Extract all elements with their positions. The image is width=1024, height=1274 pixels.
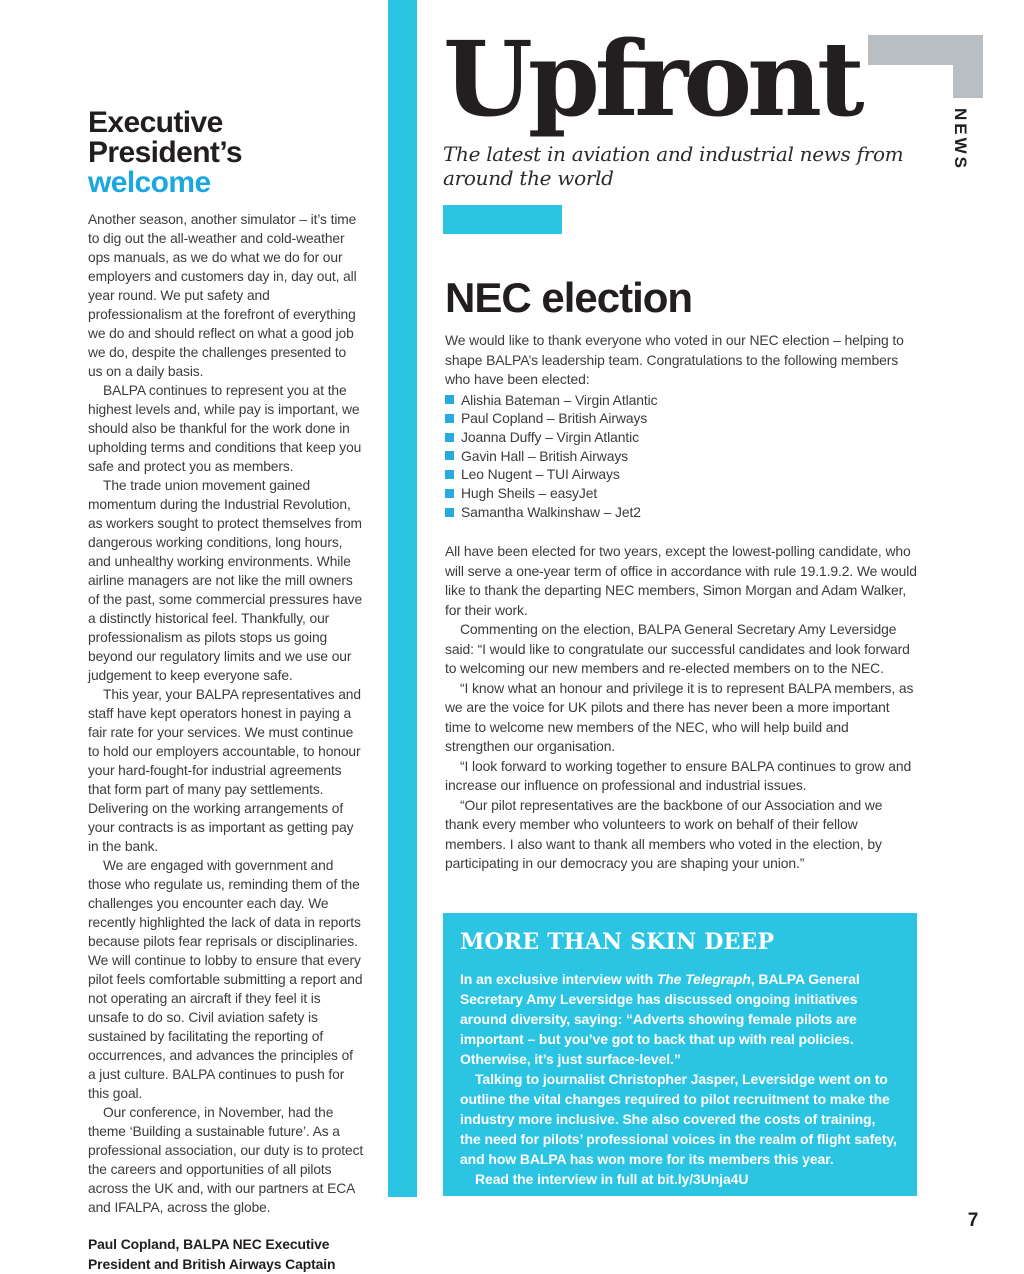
square-bullet-icon bbox=[445, 433, 454, 442]
list-item bbox=[445, 391, 917, 410]
welcome-heading-line1: Executive bbox=[88, 106, 223, 139]
elected-members-list bbox=[445, 391, 917, 522]
nec-intro: We would like to thank everyone who voted in our NEC election – helping to shape BALPA’s leadership team. Congratulations to the following members who have been elected: bbox=[445, 332, 904, 387]
feature-text: In an exclusive interview with bbox=[460, 971, 657, 987]
square-bullet-icon bbox=[445, 470, 454, 479]
member-name: Joanna Duffy – Virgin Atlantic bbox=[461, 428, 639, 445]
list-item bbox=[445, 428, 917, 447]
welcome-column bbox=[88, 108, 364, 1274]
list-item bbox=[445, 484, 917, 503]
welcome-body bbox=[88, 210, 364, 1217]
feature-paragraph bbox=[460, 969, 897, 1069]
feature-text: Read the interview in full at bbox=[475, 1171, 658, 1187]
nec-paragraph: “Our pilot representatives are the backbone of our Association and we thank every member who volunteers to work on behalf of their fellow members. I also want to thank all members who voted in the election, by participating in our democracy you are shaping your union.” bbox=[445, 796, 883, 872]
feature-box-heading: MORE THAN SKIN DEEP bbox=[460, 929, 775, 955]
member-name: Paul Copland – British Airways bbox=[461, 410, 648, 427]
feature-box-body bbox=[460, 969, 897, 1189]
corner-accent-horizontal bbox=[868, 35, 983, 65]
welcome-heading-line3: welcome bbox=[88, 166, 211, 199]
square-bullet-icon bbox=[445, 489, 454, 498]
masthead-subtitle: The latest in aviation and industrial news from around the world bbox=[443, 142, 904, 190]
section-kicker: NEWS bbox=[951, 108, 970, 171]
welcome-heading-line2: President’s bbox=[88, 136, 243, 169]
masthead bbox=[443, 19, 915, 234]
square-bullet-icon bbox=[445, 451, 454, 460]
more-than-skin-deep-box bbox=[443, 913, 917, 1196]
feature-paragraph: Talking to journalist Christopher Jasper, Leversidge went on to outline the vital changes required to pilot recruitment to make the industry more inclusive. She also covered the costs of training, the need for pilots’ professional voices in the realm of flight safety, and how BALPA has won more for its members this year. bbox=[460, 1071, 897, 1167]
corner-accent-vertical bbox=[953, 65, 983, 98]
nec-election-article bbox=[445, 275, 917, 874]
feature-text: , BALPA General Secretary Amy Leversidge has discussed ongoing initiatives around diversity, saying: “Adverts showing female pilots are important – but you’ve got to back that up with real policies. Otherwise, it’s just surface-level.” bbox=[460, 971, 860, 1067]
member-name: Hugh Sheils – easyJet bbox=[461, 485, 598, 502]
welcome-paragraph: Another season, another simulator – it’s time to dig out the all-weather and cold-weather ops manuals, as we do what we do for our employers and customers day in, day out, all year round. We put safety and professionalism at the forefront of everything we do and should reflect on what a good job we do, despite the challenges presented to us on a daily basis. bbox=[88, 212, 357, 379]
column-divider-bar bbox=[388, 0, 417, 1197]
welcome-paragraph: We are engaged with government and those who regulate us, reminding them of the challenges you encounter each day. We recently highlighted the lack of data in reports because pilots fear reprisals or disciplinaries. We will continue to lobby to ensure that every pilot feels comfortable submitting a report and not operating an aircraft if they feel it is unsafe to do so. Civil aviation safety is sustained by facilitating the reporting of occurrences, and advances the principles of a just culture. BALPA continues to push for this goal. bbox=[88, 858, 363, 1101]
page-title: Upfront bbox=[443, 19, 860, 140]
page-number: 7 bbox=[967, 1210, 979, 1231]
member-name: Leo Nugent – TUI Airways bbox=[461, 466, 620, 483]
list-item bbox=[445, 447, 917, 466]
member-name: Samantha Walkinshaw – Jet2 bbox=[461, 503, 641, 520]
welcome-byline: Paul Copland, BALPA NEC Executive President and British Airways Captain bbox=[88, 1236, 336, 1272]
nec-paragraph: “I know what an honour and privilege it is to represent BALPA members, as we are the voice for UK pilots and there has never been a more important time to welcome new members of the NEC, who will help build and strengthen our organisation. bbox=[445, 679, 914, 755]
welcome-heading bbox=[88, 108, 364, 198]
interview-link[interactable]: bit.ly/3Unja4U bbox=[657, 1171, 749, 1187]
welcome-paragraph: This year, your BALPA representatives and staff have kept operators honest in paying a fair rate for your services. We must continue to hold our employers accountable, to honour your hard-fought-for industrial agreements that form part of many pay settlements. Delivering on the working arrangements of your contracts is as important as getting pay in the bank. bbox=[88, 687, 361, 854]
square-bullet-icon bbox=[445, 414, 454, 423]
feature-paragraph bbox=[460, 1169, 897, 1189]
welcome-paragraph: The trade union movement gained momentum during the Industrial Revolution, as workers sought to protect themselves from dangerous working conditions, long hours, and unhealthy working environments. While airline managers are not like the mill owners of the past, some commercial pressures have a distinctly historical feel. Thankfully, our professionalism as pilots stops us going beyond our regulatory limits and we use our judgement to keep everyone safe. bbox=[88, 478, 363, 683]
welcome-paragraph: Our conference, in November, had the theme ‘Building a sustainable future’. As a professional association, our duty is to protect the careers and opportunities of all pilots across the UK and, with our partners at ECA and IFALPA, across the globe. bbox=[88, 1105, 364, 1215]
nec-paragraph: Commenting on the election, BALPA General Secretary Amy Leversidge said: “I would like to congratulate our successful candidates and look forward to welcoming our new members and re-elected members on to the NEC. bbox=[445, 621, 910, 677]
square-bullet-icon bbox=[445, 395, 454, 404]
welcome-paragraph: BALPA continues to represent you at the highest levels and, while pay is important, we should also be thankful for the work done in upholding terms and conditions that keep you safe and protect you as members. bbox=[88, 383, 362, 474]
list-item bbox=[445, 503, 917, 522]
masthead-cyan-rule bbox=[443, 205, 562, 234]
nec-paragraph: “I look forward to working together to ensure BALPA continues to grow and increase our influence on professional and industrial issues. bbox=[445, 757, 912, 794]
publication-name: The Telegraph bbox=[656, 971, 751, 987]
nec-election-heading: NEC election bbox=[445, 274, 693, 321]
list-item bbox=[445, 409, 917, 428]
nec-paragraph: All have been elected for two years, except the lowest-polling candidate, who will serve a one-year term of office in accordance with rule 19.1.9.2. We would like to thank the departing NEC members, Simon Morgan and Adam Walker, for their work. bbox=[445, 543, 917, 618]
member-name: Gavin Hall – British Airways bbox=[461, 447, 629, 464]
list-item bbox=[445, 465, 917, 484]
square-bullet-icon bbox=[445, 508, 454, 517]
member-name: Alishia Bateman – Virgin Atlantic bbox=[461, 391, 658, 408]
